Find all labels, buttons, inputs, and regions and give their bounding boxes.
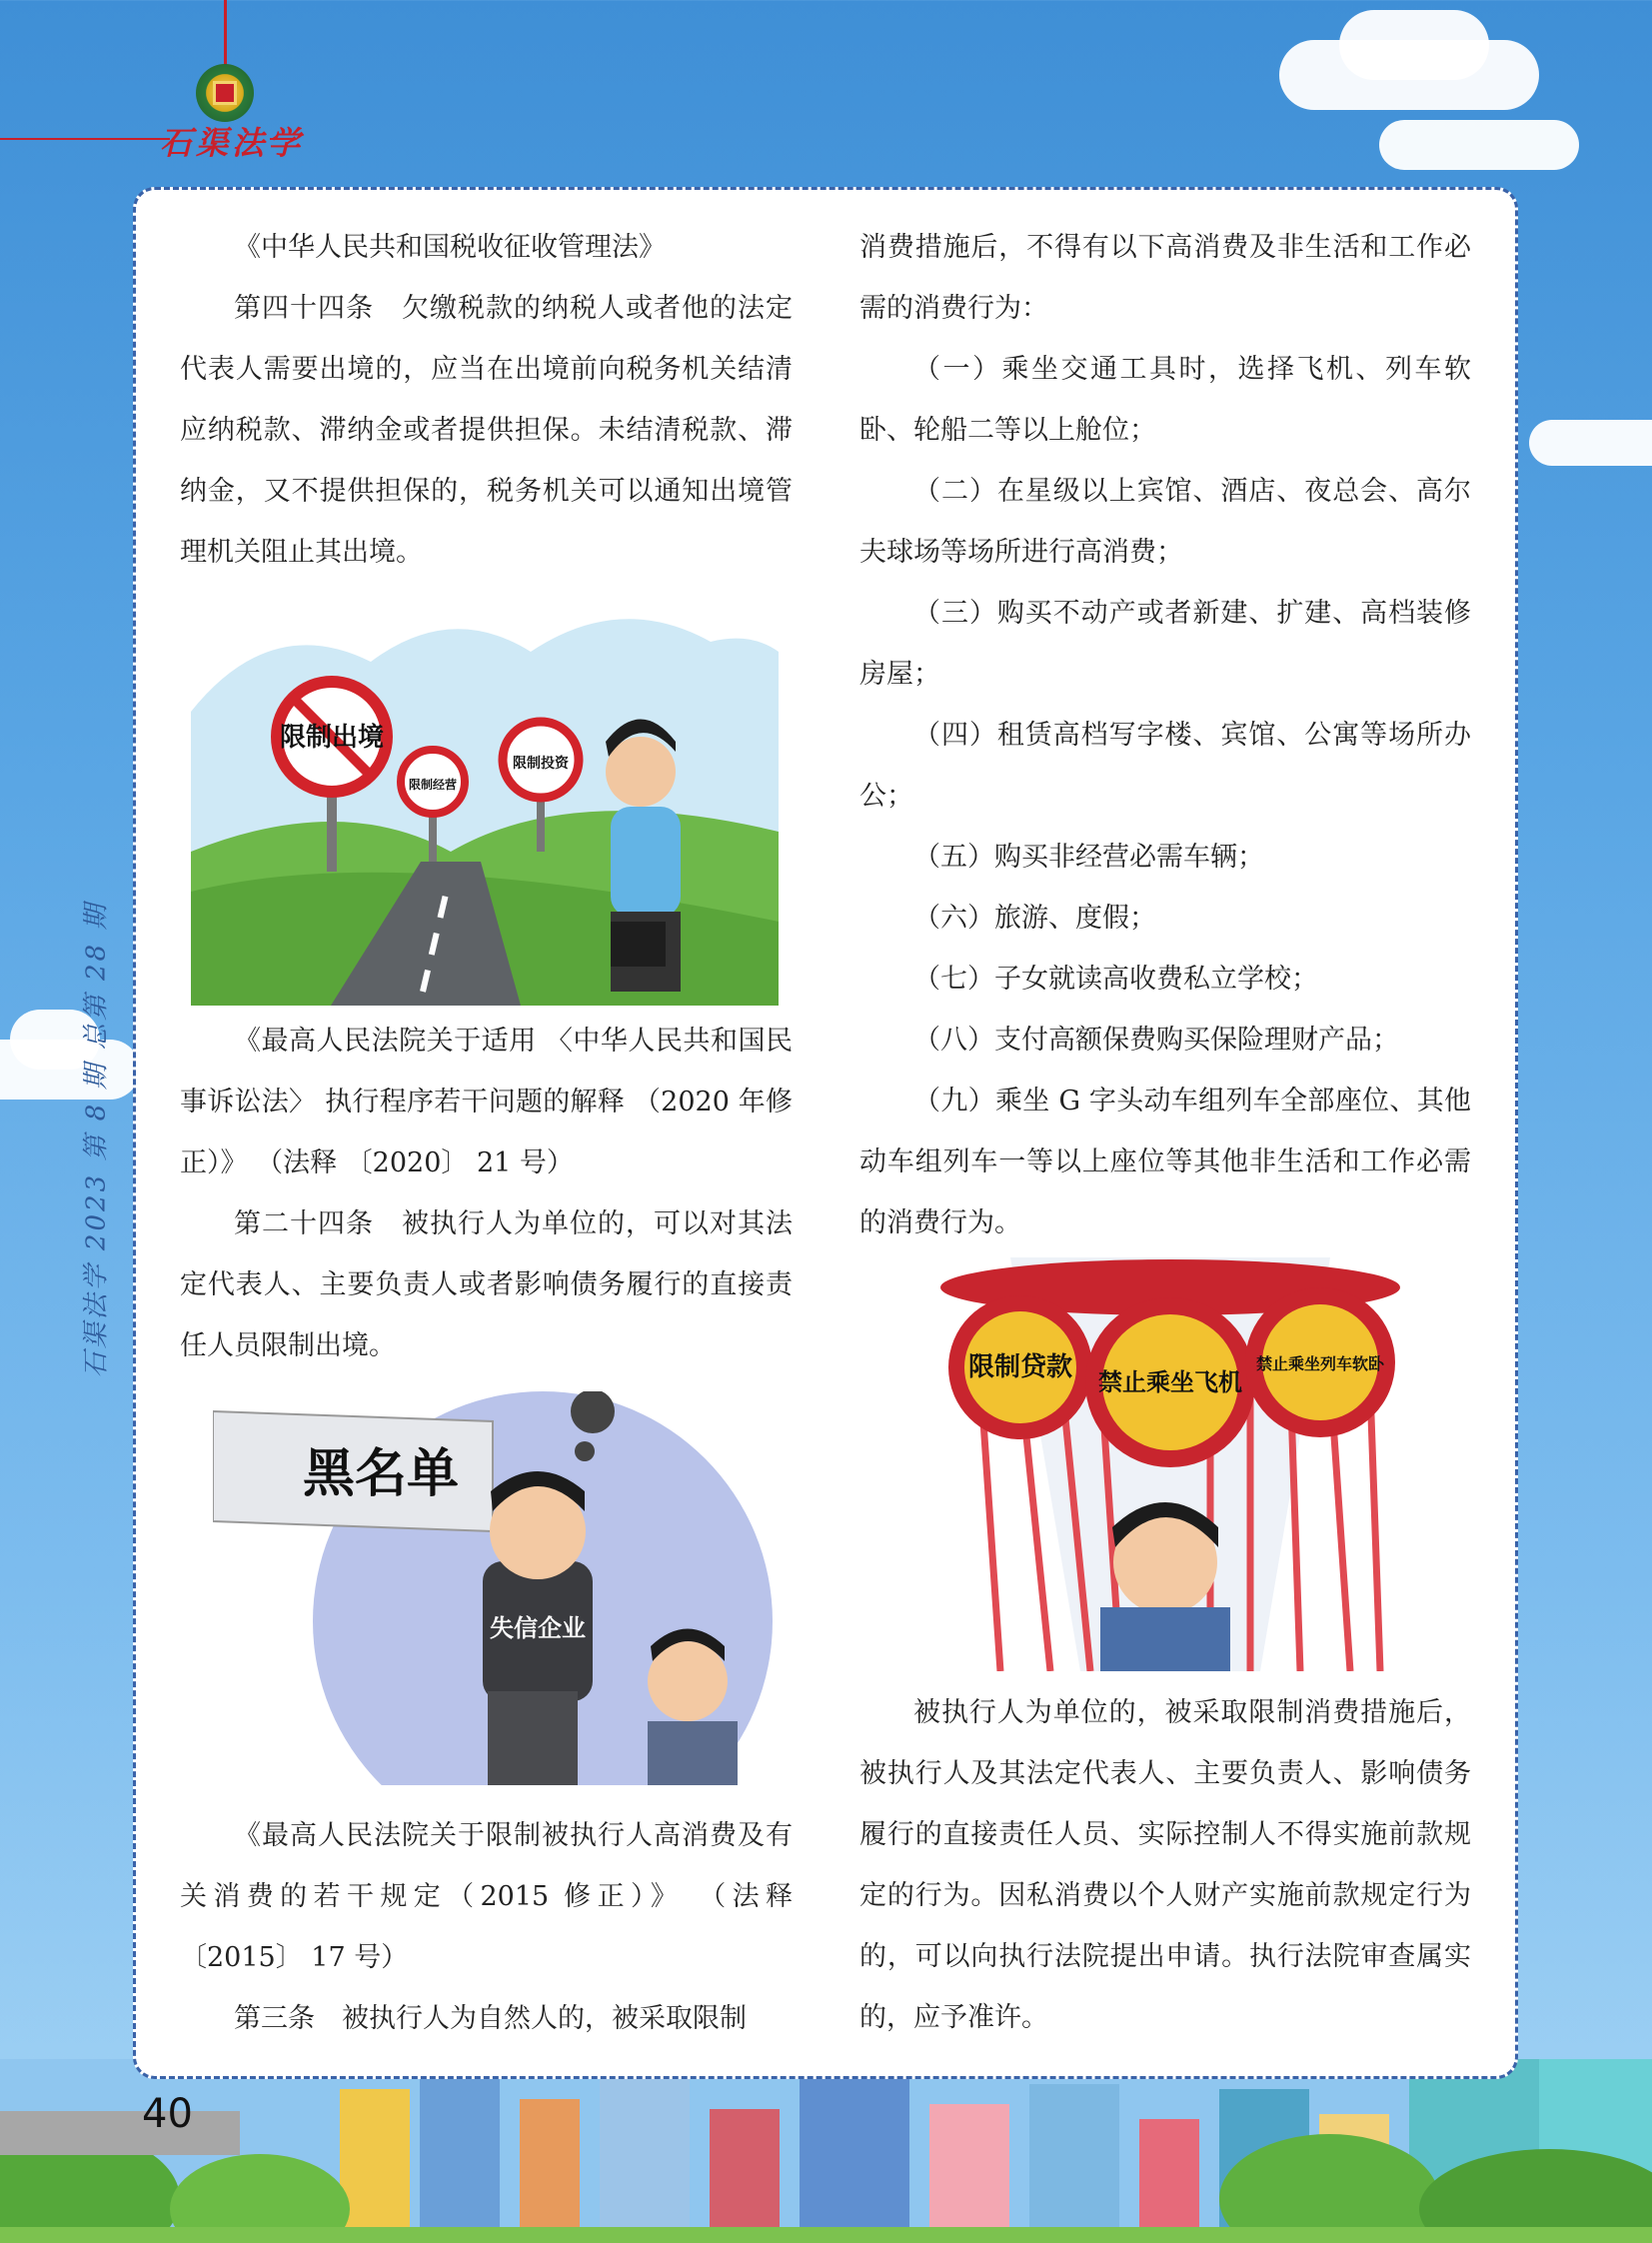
city-skyline-illustration xyxy=(0,2059,1652,2243)
list-item: （六）旅游、度假； xyxy=(913,903,1156,934)
list-item: （四）租赁高档写字楼、宾馆、公寓等场所办公； xyxy=(859,720,1471,812)
balloon-sleeper-ban: 禁止乘坐列车软卧 xyxy=(1255,1354,1385,1373)
list-item: （一）乘坐交通工具时，选择飞机、列车软卧、轮船二等以上舱位； xyxy=(859,354,1471,446)
law-title: 《最高人民法院关于限制被执行人高消费及有关消费的若干规定（2015 修正）》 （法释〔2015〕 17 号） xyxy=(180,1820,793,1973)
exit-restriction-illustration xyxy=(191,592,779,1006)
header-rule-vertical xyxy=(224,0,227,70)
article-paragraph: 第四十四条 欠缴税款的纳税人或者他的法定代表人需要出境的，应当在出境前向税务机关结清应纳税款、滞纳金或者提供担保。未结清税款、滞纳金，又不提供担保的，税务机关可以通知出境管理机关阻止其出境。 xyxy=(180,293,793,568)
sign-business-restriction: 限制经营 xyxy=(408,778,458,792)
blacklist-tag: 黑名单 xyxy=(303,1444,460,1504)
cloud xyxy=(1379,120,1579,170)
left-column-bottom xyxy=(180,1805,793,2049)
left-column xyxy=(180,217,793,583)
list-item: （八）支付高额保费购买保险理财产品； xyxy=(913,1025,1399,1056)
header-rule xyxy=(0,138,170,140)
sign-exit-restriction: 限制出境 xyxy=(279,723,385,753)
article-continuation: 消费措施后，不得有以下高消费及非生活和工作必需的消费行为： xyxy=(859,232,1471,324)
list-item: （三）购买不动产或者新建、扩建、高档装修房屋； xyxy=(859,598,1471,690)
cloud xyxy=(1339,10,1489,80)
article-paragraph: 被执行人为单位的，被采取限制消费措施后，被执行人及其法定代表人、主要负责人、影响债务履行的直接责任人员、实际控制人不得实施前款规定的行为。因私消费以个人财产实施前款规定行为的，可以向执行法院提出申请。执行法院审查属实的，应予准许。 xyxy=(859,1697,1471,2033)
masthead-logo: 石渠法学 xyxy=(160,124,305,162)
issue-sidebar xyxy=(64,901,124,1378)
article-paragraph: 第二十四条 被执行人为单位的，可以对其法定代表人、主要负责人或者影响债务履行的直接责任人员限制出境。 xyxy=(180,1208,793,1361)
right-column-bottom xyxy=(859,1682,1471,2048)
law-title: 《最高人民法院关于适用 〈中华人民共和国民事诉讼法〉 执行程序若干问题的解释 （2020 年修正）》 （法释 〔2020〕 21 号） xyxy=(180,1026,793,1178)
list-item: （二）在星级以上宾馆、酒店、夜总会、高尔夫球场等场所进行高消费； xyxy=(859,476,1471,568)
issue-label: 石渠法学 2023 第 8 期 总第 28 期 xyxy=(81,901,112,1378)
page-number: 40 xyxy=(142,2091,193,2137)
cloud xyxy=(1529,420,1652,466)
sign-investment-restriction: 限制投资 xyxy=(513,756,569,772)
masthead-emblem-icon xyxy=(196,64,254,122)
balloon-flight-ban: 禁止乘坐飞机 xyxy=(1098,1368,1242,1396)
law-title: 《中华人民共和国税收征收管理法》 xyxy=(234,232,666,263)
left-column-middle xyxy=(180,1011,793,1376)
consumption-restriction-illustration xyxy=(880,1257,1457,1671)
list-item: （七）子女就读高收费私立学校； xyxy=(913,964,1318,995)
list-item: （九）乘坐 G 字头动车组列车全部座位、其他动车组列车一等以上座位等其他非生活和工作必需的消费行为。 xyxy=(859,1086,1471,1238)
list-item: （五）购买非经营必需车辆； xyxy=(913,842,1264,873)
dishonest-company-label: 失信企业 xyxy=(490,1614,586,1642)
article-paragraph: 第三条 被执行人为自然人的，被采取限制 xyxy=(234,2003,747,2034)
page-number-bar xyxy=(0,2111,240,2155)
right-column xyxy=(859,217,1471,1253)
balloon-loan-restriction: 限制贷款 xyxy=(967,1352,1073,1382)
blacklist-illustration xyxy=(213,1391,788,1785)
